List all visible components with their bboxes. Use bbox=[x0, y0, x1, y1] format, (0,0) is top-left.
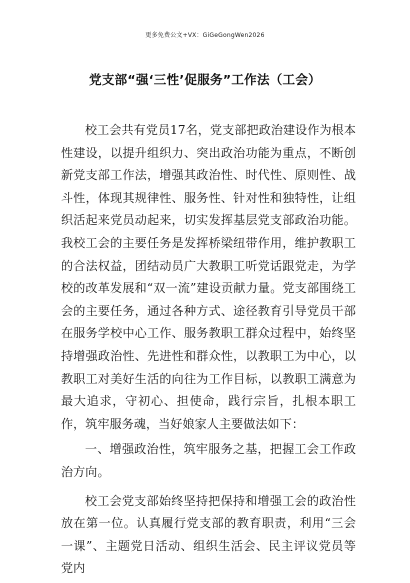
document-body bbox=[61, 119, 356, 583]
paragraph-section-1: 校工会党支部始终坚持把保持和增强工会的政治性放在第一位。认真履行党支部的教育职责，利用“三会一课”、主题党日活动、组织生活会、民主评议党员等党内 bbox=[61, 493, 356, 576]
section-heading: 一、增强政治性，筑牢服务之基，把握工会工作政治方向。 bbox=[61, 442, 356, 479]
paragraph-intro: 校工会共有党员17名，党支部把政治建设作为根本性建设，以提升组织力、突出政治功能为重点，不断创新党支部工作法，增强其政治性、时代性、原则性、战斗性，体现其规律性、服务性、针对性和独特性，让组织活起来党员动起来，切实发挥基层党支部政治功能。我校工会的主要任务是发挥桥梁纽带作用，维护教职工的合法权益，团结动员广大教职工听党话跟党走，为学校的改革发展和“双一流”建设贡献力量。党支部围绕工会的主要任务，通过各种方式、途径教育引导党员干部在服务学校中心工作、服务教职工群众过程中，始终坚持增强政治性、先进性和群众性，以教职工为中心，以教职工对美好生活的向往为工作目标，以教职工满意为最大追求，守初心、担使命，践行宗旨，扎根本职工作，筑牢服务魂，当好娘家人主要做法如下： bbox=[61, 123, 356, 431]
document-title: 党支部“强‘三性’促服务”工作法（工会） bbox=[89, 72, 321, 87]
header-note: 更多免费公文+VX：GiGeGongWen2026 bbox=[145, 32, 265, 39]
